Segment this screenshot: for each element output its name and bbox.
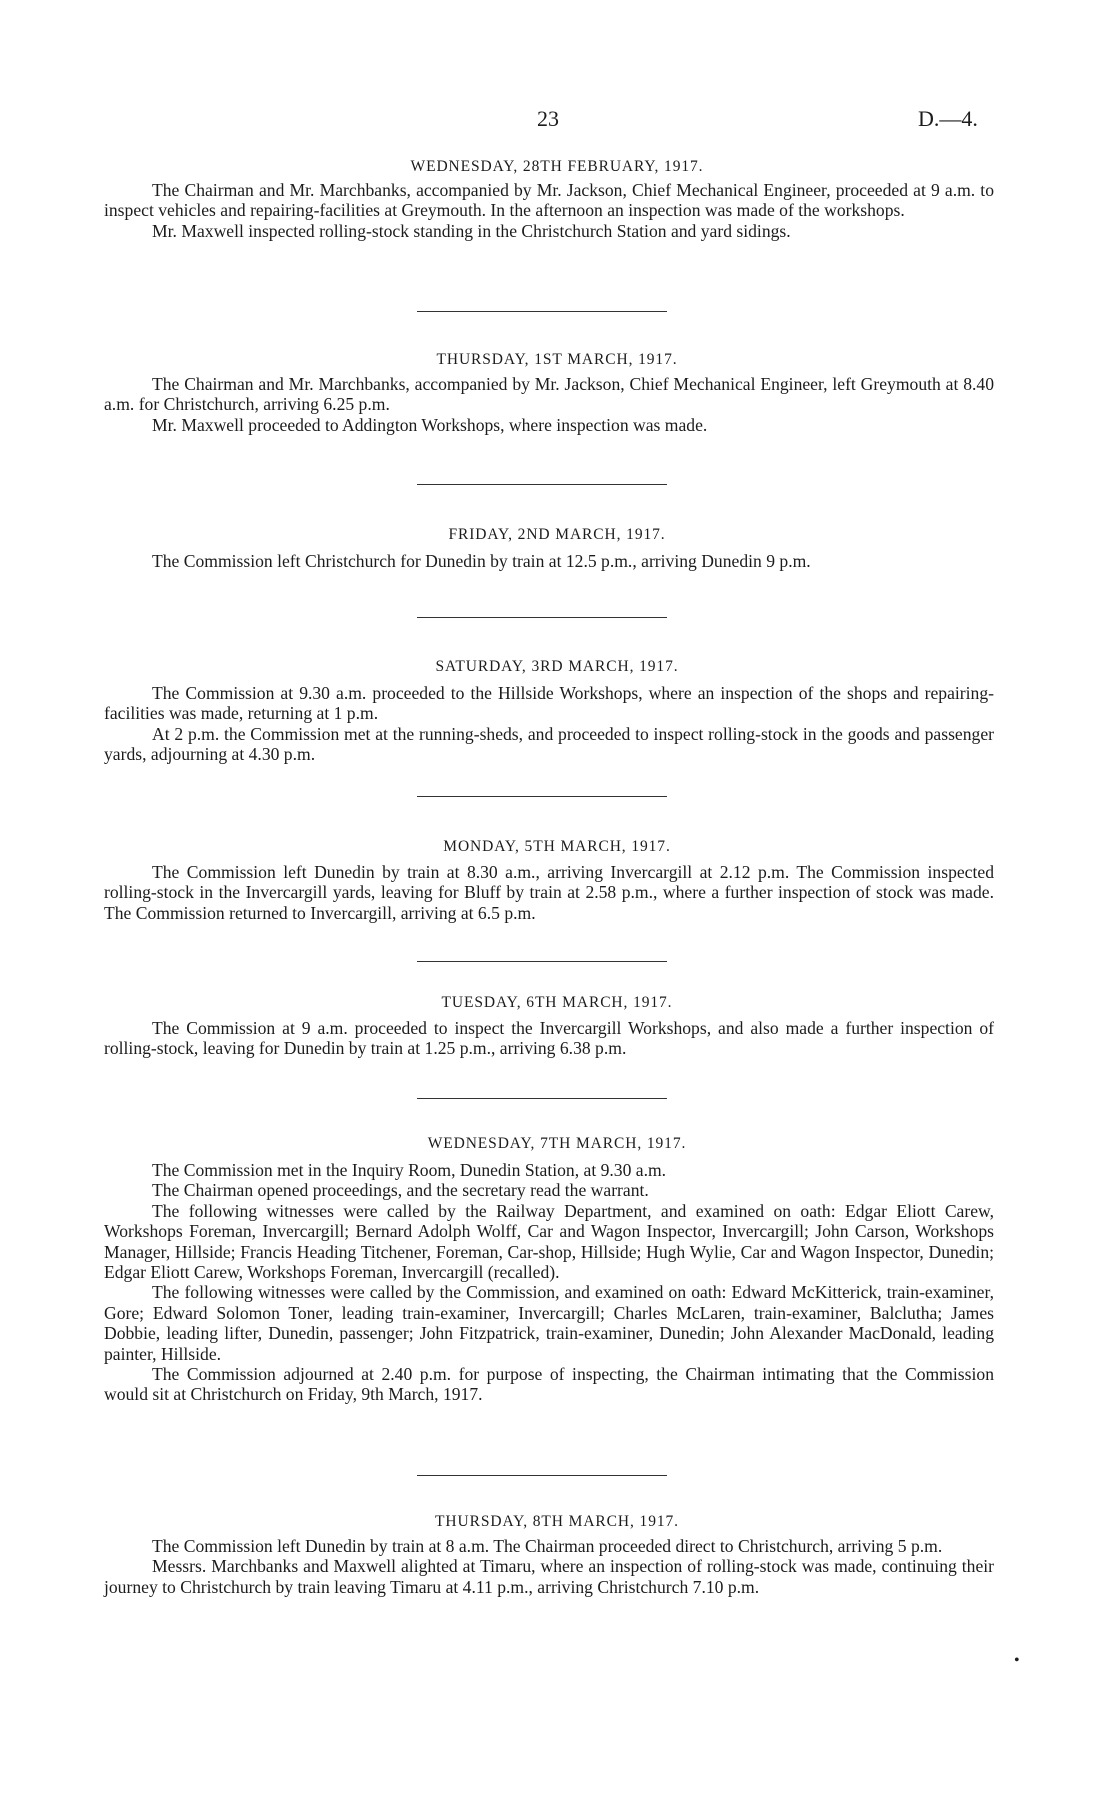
- entry-paragraph: The Commission left Christchurch for Dunedin by train at 12.5 p.m., arriving Dunedin 9 p.m.: [152, 551, 811, 571]
- entry-paragraph: The Commission adjourned at 2.40 p.m. for purpose of inspecting, the Chairman intimating that the Commission would sit at Christchurch on Friday, 9th March, 1917.: [104, 1364, 994, 1405]
- entry-paragraph: The following witnesses were called by the Railway Department, and examined on oath: Edgar Eliott Carew, Workshops Foreman, Invercargill; Bernard Adolph Wolff, Car and Wagon Inspector, Invercargill; John Carson, Workshops Manager, Hillside; Francis Heading Titchener, Foreman, Car-shop, Hillside; Hugh Wylie, Car and Wagon Inspector, Dunedin; Edgar Eliott Carew, Workshops Foreman, Invercargill (recalled).: [104, 1200, 994, 1283]
- entry-date-heading: THURSDAY, 1ST MARCH, 1917.: [436, 351, 678, 368]
- entry-paragraph: The Chairman and Mr. Marchbanks, accompanied by Mr. Jackson, Chief Mechanical Engineer, proceeded at 9 a.m. to inspect vehicles and repairing-facilities at Greymouth. In the afternoon an inspection was made of the workshops.: [104, 180, 994, 221]
- entry-date-heading: SATURDAY, 3RD MARCH, 1917.: [435, 658, 679, 675]
- section-divider: [417, 484, 667, 485]
- entry-paragraph: The Commission left Dunedin by train at 8.30 a.m., arriving Invercargill at 2.12 p.m. The Commission inspected rolling-stock in the Invercargill yards, leaving for Bluff by train at 2.58 p.m., where a further inspection of stock was made. The Commission returned to Invercargill, arriving at 6.5 p.m.: [104, 862, 994, 923]
- entry-paragraph: The Chairman and Mr. Marchbanks, accompanied by Mr. Jackson, Chief Mechanical Engineer, left Greymouth at 8.40 a.m. for Christchurch, arriving 6.25 p.m.: [104, 374, 994, 415]
- entry-paragraph: At 2 p.m. the Commission met at the running-sheds, and proceeded to inspect rolling-stock in the goods and passenger yards, adjourning at 4.30 p.m.: [104, 723, 994, 765]
- entry-body: [104, 374, 994, 435]
- entry-paragraph: The Commission at 9.30 a.m. proceeded to the Hillside Workshops, where an inspection of the shops and repairing-facilities was made, returning at 1 p.m.: [104, 683, 994, 724]
- entry-date-heading: TUESDAY, 6TH MARCH, 1917.: [441, 994, 673, 1011]
- section-divider: [417, 1475, 667, 1476]
- entry-body: [104, 1160, 994, 1405]
- entry-body: [104, 551, 994, 571]
- entry-paragraph: The Chairman opened proceedings, and the secretary read the warrant.: [152, 1180, 649, 1201]
- entry-body: [104, 862, 994, 923]
- section-divider: [417, 1098, 667, 1099]
- page-number: 23: [537, 106, 559, 131]
- entry-date-heading: WEDNESDAY, 7TH MARCH, 1917.: [427, 1135, 687, 1152]
- entry-body: [104, 1018, 994, 1059]
- entry-paragraph: Messrs. Marchbanks and Maxwell alighted at Timaru, where an inspection of rolling-stock was made, continuing their journey to Christchurch by train leaving Timaru at 4.11 p.m., arriving Christchurch 7.10 p.m.: [104, 1556, 994, 1597]
- entry-paragraph: The Commission left Dunedin by train at 8 a.m. The Chairman proceeded direct to Christchurch, arriving 5 p.m.: [152, 1536, 943, 1556]
- entry-date-heading: WEDNESDAY, 28TH FEBRUARY, 1917.: [410, 158, 704, 175]
- entry-paragraph: Mr. Maxwell proceeded to Addington Workshops, where inspection was made.: [152, 414, 708, 435]
- entry-paragraph: The following witnesses were called by the Commission, and examined on oath: Edward McKitterick, train-examiner, Gore; Edward Solomon Toner, leading train-examiner, Invercargill; Charles McLaren, train-examiner, Balclutha; James Dobbie, leading lifter, Dunedin, passenger; John Fitzpatrick, train-examiner, Dunedin; John Alexander MacDonald, leading painter, Hillside.: [104, 1282, 994, 1364]
- entry-paragraph: The Commission met in the Inquiry Room, Dunedin Station, at 9.30 a.m.: [152, 1160, 667, 1180]
- entry-body: [104, 180, 994, 241]
- section-divider: [417, 617, 667, 618]
- entry-date-heading: MONDAY, 5TH MARCH, 1917.: [443, 838, 671, 855]
- document-reference: D.—4.: [918, 106, 978, 131]
- entry-paragraph: Mr. Maxwell inspected rolling-stock standing in the Christchurch Station and yard sidings.: [152, 220, 791, 241]
- section-divider: [417, 311, 667, 312]
- entry-body: [104, 683, 994, 765]
- entry-body: [104, 1536, 994, 1597]
- entry-paragraph: The Commission at 9 a.m. proceeded to inspect the Invercargill Workshops, and also made a further inspection of rolling-stock, leaving for Dunedin by train at 1.25 p.m., arriving 6.38 p.m.: [104, 1018, 994, 1059]
- section-divider: [417, 961, 667, 962]
- entry-date-heading: FRIDAY, 2ND MARCH, 1917.: [448, 526, 666, 543]
- margin-mark: •: [1014, 1652, 1020, 1669]
- section-divider: [417, 796, 667, 797]
- entry-date-heading: THURSDAY, 8TH MARCH, 1917.: [435, 1513, 679, 1530]
